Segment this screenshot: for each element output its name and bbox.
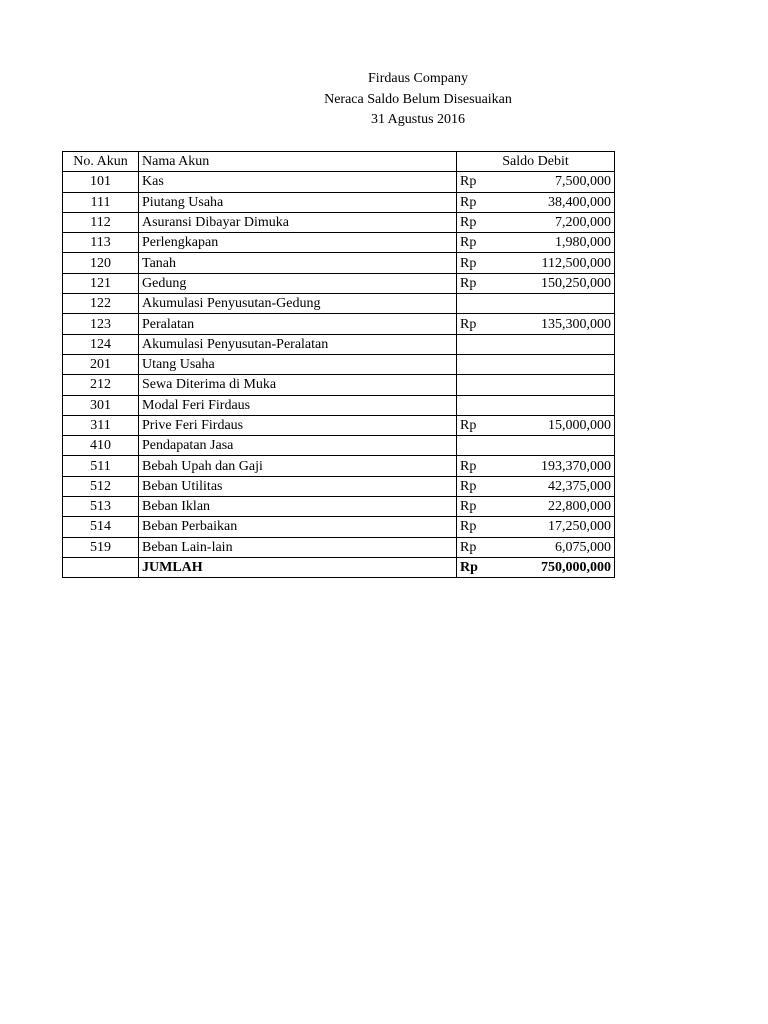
amount [504, 395, 615, 415]
account-number: 212 [63, 375, 139, 395]
amount [504, 436, 615, 456]
account-name: Bebah Upah dan Gaji [139, 456, 457, 476]
amount: 38,400,000 [504, 192, 615, 212]
report-date: 31 Agustus 2016 [370, 112, 466, 127]
account-number: 301 [63, 395, 139, 415]
account-number: 511 [63, 456, 139, 476]
account-number: 410 [63, 436, 139, 456]
table-row [63, 273, 615, 293]
table-row [63, 334, 615, 354]
amount: 6,075,000 [504, 537, 615, 557]
account-name: Peralatan [139, 314, 457, 334]
account-name: Kas [139, 172, 457, 192]
account-name: Sewa Diterima di Muka [139, 375, 457, 395]
currency [457, 354, 504, 374]
table-row [63, 395, 615, 415]
table-row [63, 314, 615, 334]
account-number: 122 [63, 294, 139, 314]
table-row [63, 436, 615, 456]
table-row [63, 456, 615, 476]
table-row [63, 172, 615, 192]
table-row [63, 192, 615, 212]
currency [457, 375, 504, 395]
account-number: 123 [63, 314, 139, 334]
amount [504, 334, 615, 354]
account-name: Beban Lain-lain [139, 537, 457, 557]
account-name: Modal Feri Firdaus [139, 395, 457, 415]
table-row [63, 354, 615, 374]
account-name: Utang Usaha [139, 354, 457, 374]
amount: 42,375,000 [504, 476, 615, 496]
table-row [63, 476, 615, 496]
currency: Rp [457, 212, 504, 232]
total-row [63, 557, 615, 577]
total-blank-cell [63, 557, 139, 577]
account-name: Prive Feri Firdaus [139, 415, 457, 435]
table-row [63, 253, 615, 273]
total-label: JUMLAH [139, 557, 457, 577]
currency [457, 436, 504, 456]
amount: 150,250,000 [504, 273, 615, 293]
account-number: 112 [63, 212, 139, 232]
currency: Rp [457, 273, 504, 293]
amount: 135,300,000 [504, 314, 615, 334]
trial-balance-table [62, 151, 615, 578]
currency: Rp [457, 314, 504, 334]
account-name: Piutang Usaha [139, 192, 457, 212]
table-row [63, 497, 615, 517]
currency: Rp [457, 253, 504, 273]
currency [457, 395, 504, 415]
currency: Rp [457, 415, 504, 435]
amount [504, 375, 615, 395]
currency [457, 334, 504, 354]
currency [457, 294, 504, 314]
header-debit-balance: Saldo Debit [457, 152, 615, 172]
table-body [63, 172, 615, 558]
account-number: 101 [63, 172, 139, 192]
account-name: Perlengkapan [139, 233, 457, 253]
report-title: Neraca Saldo Belum Disesuaikan [324, 91, 512, 107]
account-number: 124 [63, 334, 139, 354]
amount: 193,370,000 [504, 456, 615, 476]
amount: 112,500,000 [504, 253, 615, 273]
account-name: Tanah [139, 253, 457, 273]
table-row [63, 537, 615, 557]
currency: Rp [457, 456, 504, 476]
account-number: 120 [63, 253, 139, 273]
amount: 7,500,000 [504, 172, 615, 192]
currency: Rp [457, 192, 504, 212]
table-row [63, 294, 615, 314]
total-amount: 750,000,000 [504, 557, 615, 577]
table-row [63, 212, 615, 232]
company-name: Firdaus Company [368, 71, 468, 86]
account-number: 111 [63, 192, 139, 212]
amount: 1,980,000 [504, 233, 615, 253]
report-header [0, 69, 768, 131]
account-name: Gedung [139, 273, 457, 293]
account-number: 512 [63, 476, 139, 496]
currency: Rp [457, 537, 504, 557]
account-name: Akumulasi Penyusutan-Peralatan [139, 334, 457, 354]
account-number: 113 [63, 233, 139, 253]
currency: Rp [457, 497, 504, 517]
account-number: 201 [63, 354, 139, 374]
table-header-row [63, 152, 615, 172]
amount: 22,800,000 [504, 497, 615, 517]
header-account-name: Nama Akun [139, 152, 457, 172]
table-row [63, 375, 615, 395]
amount [504, 354, 615, 374]
account-number: 121 [63, 273, 139, 293]
amount [504, 294, 615, 314]
currency: Rp [457, 476, 504, 496]
account-number: 519 [63, 537, 139, 557]
table-row [63, 233, 615, 253]
account-name: Beban Utilitas [139, 476, 457, 496]
amount: 7,200,000 [504, 212, 615, 232]
header-account-number: No. Akun [63, 152, 139, 172]
total-currency: Rp [457, 557, 504, 577]
table-row [63, 415, 615, 435]
account-name: Beban Iklan [139, 497, 457, 517]
account-name: Beban Perbaikan [139, 517, 457, 537]
currency: Rp [457, 172, 504, 192]
account-number: 513 [63, 497, 139, 517]
account-name: Pendapatan Jasa [139, 436, 457, 456]
currency: Rp [457, 233, 504, 253]
account-name: Asuransi Dibayar Dimuka [139, 212, 457, 232]
amount: 15,000,000 [504, 415, 615, 435]
account-number: 311 [63, 415, 139, 435]
amount: 17,250,000 [504, 517, 615, 537]
table-row [63, 517, 615, 537]
account-name: Akumulasi Penyusutan-Gedung [139, 294, 457, 314]
currency: Rp [457, 517, 504, 537]
account-number: 514 [63, 517, 139, 537]
